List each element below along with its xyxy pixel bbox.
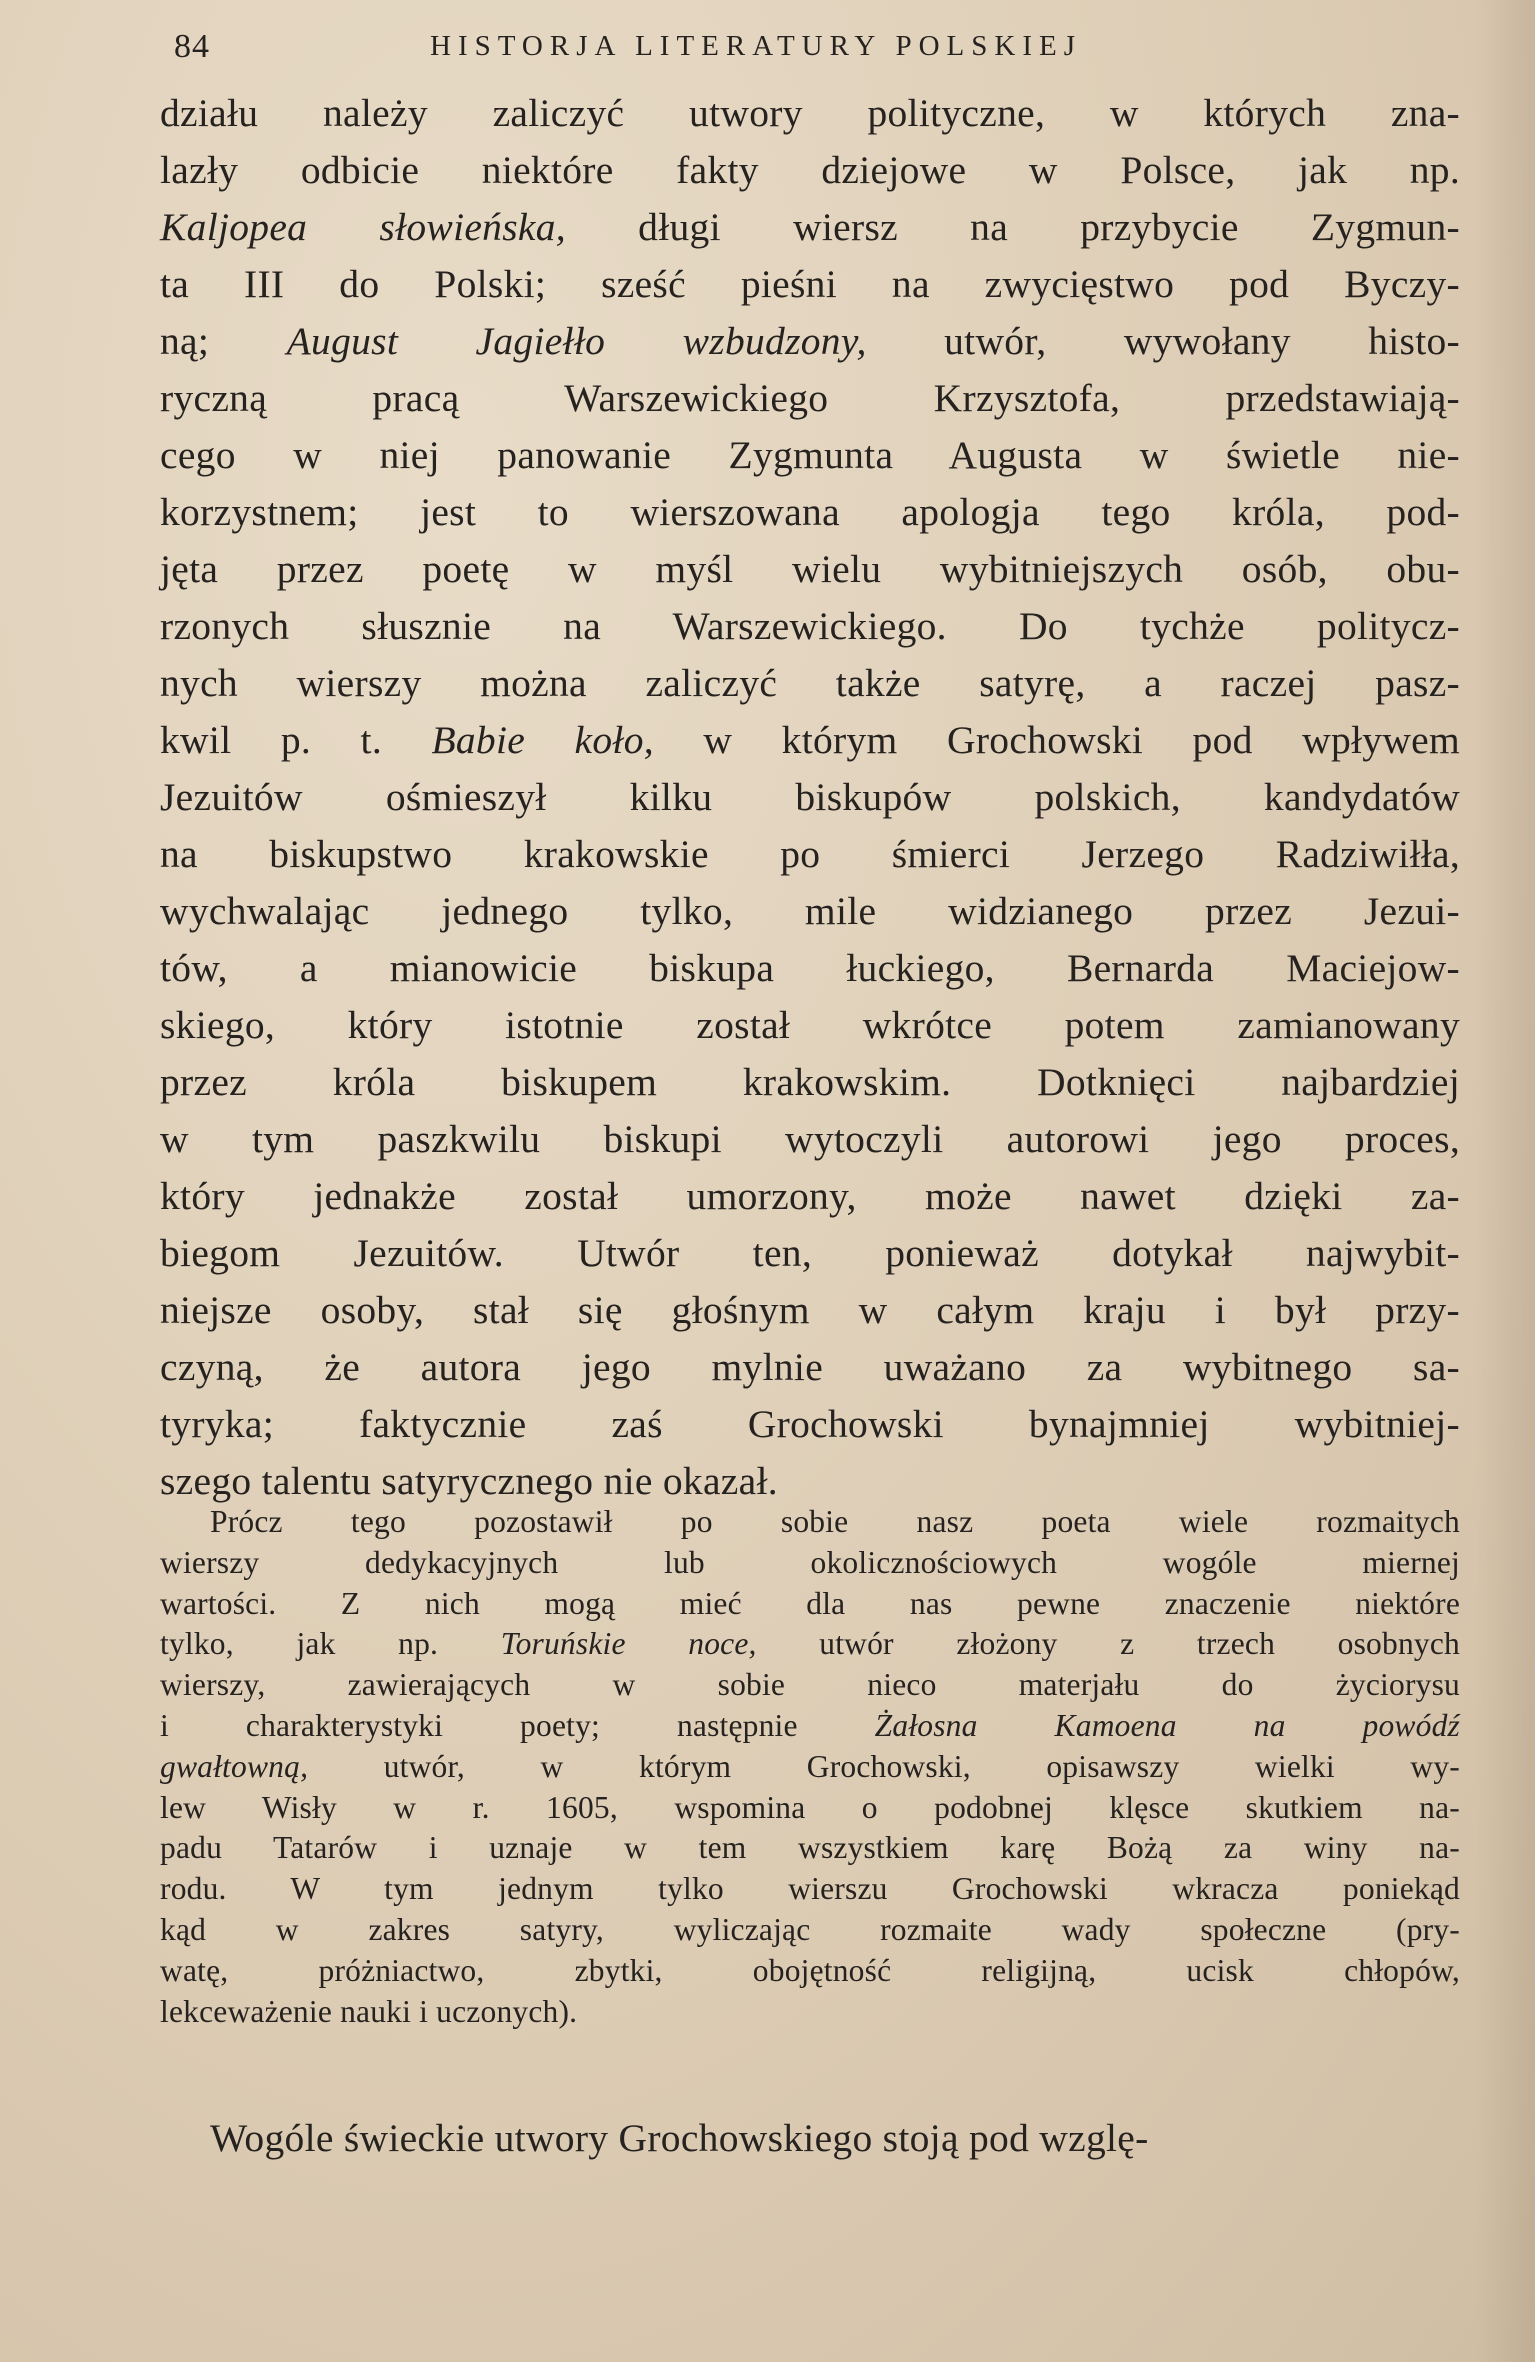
text-line (160, 1747, 1460, 1788)
running-head: HISTORJA LITERATURY POLSKIEJ (430, 30, 1082, 62)
text-line (160, 1828, 1460, 1869)
text-line (160, 1788, 1460, 1829)
text-run: niejsze osoby, stał się głośnym w całym kraju i był przy- (160, 1288, 1460, 1332)
text-run: Jezuitów ośmieszył kilku biskupów polskich, kandydatów (160, 775, 1460, 819)
text-line (160, 1665, 1460, 1706)
paragraph-1 (160, 85, 1460, 1510)
paragraph-2 (160, 1502, 1460, 2032)
text-run: ta III do Polski; sześć pieśni na zwycięstwo pod Byczy- (160, 262, 1460, 306)
text-run: lekceważenie nauki i uczonych). (160, 1993, 578, 2029)
text-line (160, 1706, 1460, 1747)
text-run: rodu. W tym jednym tylko wierszu Grochowski wkracza poniekąd (160, 1871, 1460, 1907)
text-run: wychwalając jednego tylko, mile widzianego przez Jezui- (160, 889, 1460, 933)
text-run: jęta przez poetę w myśl wielu wybitniejszych osób, obu- (160, 547, 1460, 591)
text-run: nych wierszy można zaliczyć także satyrę, a raczej pasz- (160, 661, 1460, 705)
text-line (160, 1543, 1460, 1584)
text-line (160, 1502, 1460, 1543)
text-line (160, 997, 1460, 1054)
text-run: w tym paszkwilu biskupi wytoczyli autorowi jego proces, (160, 1117, 1460, 1161)
text-run: tylko, jak np. (160, 1626, 501, 1662)
text-line (160, 1992, 1460, 2033)
page-number: 84 (174, 28, 210, 65)
text-run: utwór złożony z trzech osobnych (756, 1626, 1460, 1662)
text-line (160, 370, 1460, 427)
text-run: wartości. Z nich mogą mieć dla nas pewne znaczenie niektóre (160, 1585, 1460, 1621)
text-line (160, 1910, 1460, 1951)
text-line (160, 541, 1460, 598)
text-line (160, 1869, 1460, 1910)
text-run: tów, a mianowicie biskupa łuckiego, Bernarda Maciejow- (160, 946, 1460, 990)
text-run: ną; (160, 319, 287, 363)
text-run: przez króla biskupem krakowskim. Dotknięci najbardziej (160, 1060, 1460, 1104)
text-line (160, 427, 1460, 484)
text-run: ryczną pracą Warszewickiego Krzysztofa, przedstawiają- (160, 376, 1460, 420)
text-run: kąd w zakres satyry, wyliczając rozmaite wady społeczne (pry- (160, 1911, 1460, 1947)
text-line (160, 1054, 1460, 1111)
text-run: utwór, w którym Grochowski, opisawszy wielki wy- (308, 1748, 1460, 1784)
italic-title: August Jagiełło wzbudzony, (286, 319, 867, 363)
text-line (160, 1225, 1460, 1282)
text-line (160, 598, 1460, 655)
text-run: korzystnem; jest to wierszowana apologja tego króla, pod- (160, 490, 1460, 534)
text-run: rzonych słusznie na Warszewickiego. Do tychże politycz- (160, 604, 1460, 648)
text-line (160, 1111, 1460, 1168)
text-line (160, 2110, 1460, 2167)
text-line (160, 85, 1460, 142)
text-line (160, 1584, 1460, 1625)
text-run: lazły odbicie niektóre fakty dziejowe w Polsce, jak np. (160, 148, 1460, 192)
text-line (160, 940, 1460, 997)
page-edge-shadow (1475, 0, 1535, 2362)
text-line (160, 769, 1460, 826)
text-line (160, 1624, 1460, 1665)
text-run: długi wiersz na przybycie Zygmun- (565, 205, 1460, 249)
text-line (160, 199, 1460, 256)
text-line (160, 826, 1460, 883)
text-run: cego w niej panowanie Zygmunta Augusta w świetle nie- (160, 433, 1460, 477)
text-line (160, 883, 1460, 940)
text-run: watę, próżniactwo, zbytki, obojętność religijną, ucisk chłopów, (160, 1952, 1460, 1988)
italic-title: Żałosna Kamoena na powódź (874, 1707, 1460, 1743)
text-run: biegom Jezuitów. Utwór ten, ponieważ dotykał najwybit- (160, 1231, 1460, 1275)
text-line (160, 256, 1460, 313)
text-line (160, 712, 1460, 769)
text-run: wierszy, zawierających w sobie nieco materjału do życiorysu (160, 1667, 1460, 1703)
text-line (160, 313, 1460, 370)
text-run: lew Wisły w r. 1605, wspomina o podobnej klęsce skutkiem na- (160, 1789, 1460, 1825)
text-line (160, 1396, 1460, 1453)
text-run: utwór, wywołany histo- (866, 319, 1460, 363)
text-run: kwil p. t. (160, 718, 432, 762)
italic-title: Toruńskie noce, (500, 1626, 757, 1662)
text-run: tyryka; faktycznie zaś Grochowski bynajmniej wybitniej- (160, 1402, 1460, 1446)
text-run: i charakterystyki poety; następnie (160, 1707, 875, 1743)
italic-title: gwałtowną, (160, 1748, 309, 1784)
paragraph-3 (160, 2110, 1460, 2167)
text-line (160, 1339, 1460, 1396)
text-run: Wogóle świeckie utwory Grochowskiego stoją pod wzglę- (210, 2116, 1149, 2160)
text-run: na biskupstwo krakowskie po śmierci Jerzego Radziwiłła, (160, 832, 1460, 876)
text-run: skiego, który istotnie został wkrótce potem zamianowany (160, 1003, 1460, 1047)
text-line (160, 484, 1460, 541)
text-line (160, 1282, 1460, 1339)
italic-title: Kaljopea słowieńska, (160, 205, 566, 249)
text-line (160, 1951, 1460, 1992)
text-run: wierszy dedykacyjnych lub okolicznościowych wogóle miernej (160, 1544, 1460, 1580)
text-run: w którym Grochowski pod wpływem (653, 718, 1461, 762)
text-run: czyną, że autora jego mylnie uważano za wybitnego sa- (160, 1345, 1460, 1389)
text-run: działu należy zaliczyć utwory polityczne, w których zna- (160, 91, 1460, 135)
text-run: Prócz tego pozostawił po sobie nasz poeta wiele rozmaitych (210, 1504, 1460, 1539)
text-line (160, 142, 1460, 199)
text-run: padu Tatarów i uznaje w tem wszystkiem karę Bożą za winy na- (160, 1830, 1460, 1866)
text-line (160, 655, 1460, 712)
text-run: szego talentu satyrycznego nie okazał. (160, 1459, 778, 1503)
text-run: który jednakże został umorzony, może nawet dzięki za- (160, 1174, 1460, 1218)
italic-title: Babie koło, (431, 718, 654, 762)
text-line (160, 1168, 1460, 1225)
page-header (170, 18, 1460, 78)
